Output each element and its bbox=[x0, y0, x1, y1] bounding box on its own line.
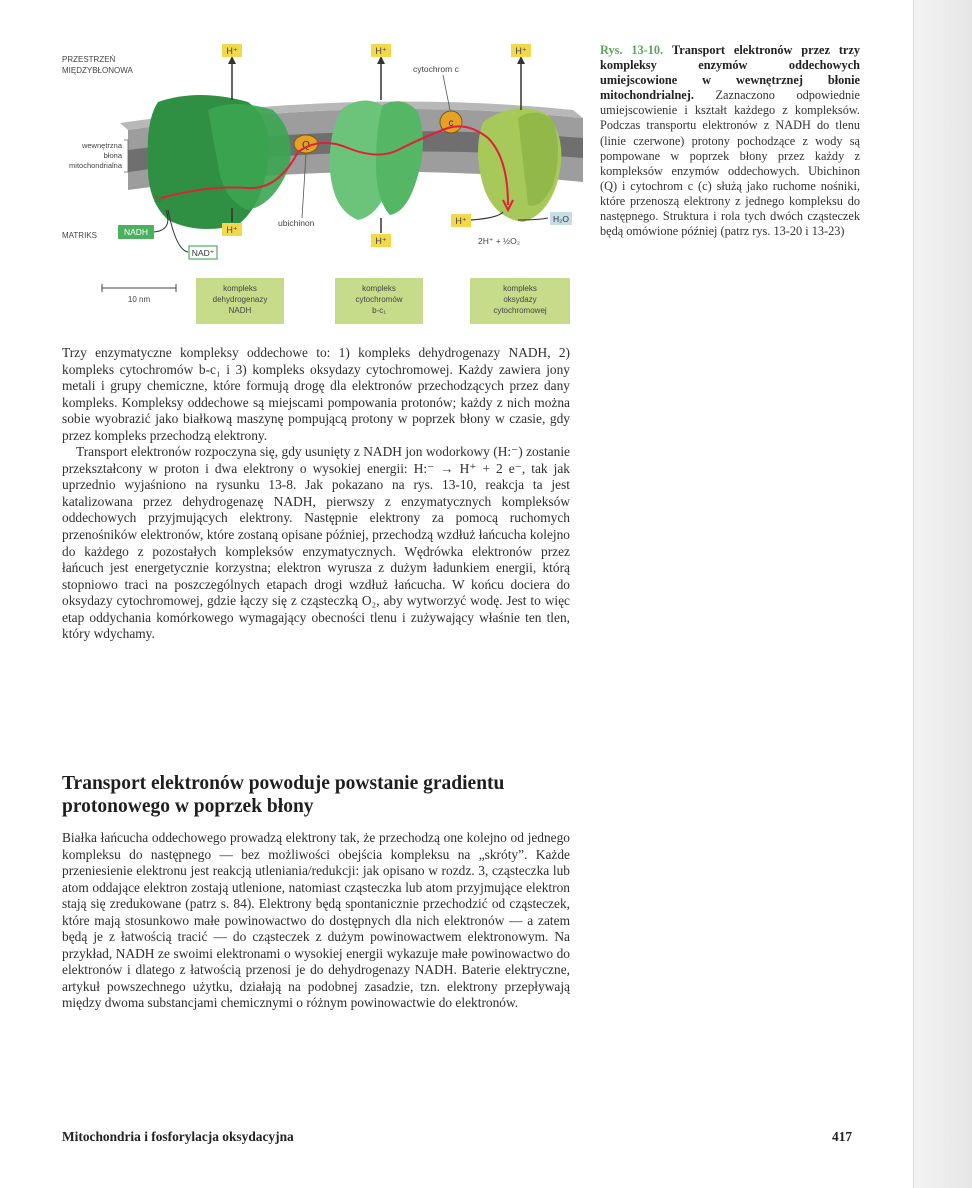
complex-cytochrome-bc1-lobe bbox=[376, 101, 423, 215]
svg-text:H⁺: H⁺ bbox=[515, 46, 527, 56]
matrix-label: MATRIKS bbox=[62, 231, 97, 240]
caption-number: Rys. 13-10. bbox=[600, 43, 664, 57]
caption-title: Transport elektronów przez trzy kompleksy enzymów oddechowych umiejscowione w wewnętrznej błonie mitochondrialnej. bbox=[600, 43, 860, 103]
paragraph-2: Transport elektronów rozpoczyna się, gdy usunięty z NADH jon wodorkowy (H:⁻) zostanie przekształcony w proton i dwa elektrony o wysokiej energii: H:⁻ → H⁺ + 2 e⁻, tak jak uprzednio wyjaśniono na rysunku 13-8. Jak pokazano na rys. 13-10, reakcja ta jest katalizowana przez dehydrogenazę NADH, pierwszy z enzymatycznych kompleksów oddechowych przyjmujących elektrony. Następnie elektrony za pomocą ruchomych przenośników elektronów, które zostaną opisane później, przechodzą wzdłuż łańcucha kolejno do każdego z pozostałych kompleksów enzymatycznych. Wędrówka elektronów przez łańcuch jest energetycznie korzystna; elektron wyrusza z dużym ładunkiem energii, którą stopniowo traci na poszczególnych etapach drogi wzdłuż łańcucha. W końcu dociera do oksydazy cytochromowej, gdzie łączy się z cząsteczką O₂, aby wytworzyć wodę. Jest to więc etap oddychania komórkowego wymagający obecności tlenu i zużywający właśnie ten tlen, który wdychamy. bbox=[62, 444, 570, 642]
svg-text:kompleks: kompleks bbox=[223, 284, 257, 293]
oxygen-reaction-label: 2H⁺ + ½O₂ bbox=[478, 236, 521, 246]
figure-caption bbox=[600, 43, 860, 239]
ubiquinone-label: ubichinon bbox=[278, 218, 315, 228]
svg-text:NADH: NADH bbox=[228, 306, 252, 315]
svg-text:kompleks: kompleks bbox=[362, 284, 396, 293]
svg-text:kompleks: kompleks bbox=[503, 284, 537, 293]
svg-text:oksydazy: oksydazy bbox=[503, 295, 537, 304]
page-edge bbox=[913, 0, 972, 1188]
scale-label: 10 nm bbox=[127, 295, 151, 304]
svg-text:dehydrogenazy: dehydrogenazy bbox=[212, 295, 268, 304]
paragraph-1: Trzy enzymatyczne kompleksy oddechowe to: 1) kompleks dehydrogenazy NADH, 2) kompleks cytochromów b-c₁ i 3) kompleks oksydazy cytochromowej. Każdy zawiera jony metali i grupy chemiczne, które formują drogę dla elektronów przechodzących przez dany kompleks. Kompleksy oddechowe są miejscami pompowania protonów; każdy z nich można sobie wyobrazić jako białkową maszynę pompującą protony w poprzek błony w czasie, gdy przez kompleks przechodzą elektrony. bbox=[62, 345, 570, 443]
section-heading: Transport elektronów powoduje powstanie gradientu protonowego w poprzek błony bbox=[62, 773, 505, 817]
body-section-2 bbox=[62, 830, 570, 1012]
intermembrane-label-line2: MIĘDZYBŁONOWA bbox=[62, 66, 133, 75]
electrons-label: 2e⁻ bbox=[154, 195, 168, 204]
caption-text: Zaznaczono odpowiednie umiejscowienie i kształt każdego z kompleksów. Podczas transportu elektronów z NADH do tlenu (linie czerwone) protony pochodzące z wody są pompowane w poprzek błony przez każdy z kompleksów enzymów oddechowych. Ubichinon (Q) i cytochrom c (c) służą jako ruchome nośniki, które przenoszą elektrony z jednego kompleksu do następnego. Struktura i rola tych dwóch cząsteczek będą omówione później (patrz rys. 13-20 i 13-23) bbox=[600, 88, 860, 239]
svg-text:H⁺: H⁺ bbox=[375, 46, 387, 56]
svg-text:H⁺: H⁺ bbox=[375, 236, 387, 246]
svg-text:b-c₁: b-c₁ bbox=[372, 306, 386, 315]
footer-page-number: 417 bbox=[832, 1129, 853, 1144]
q-symbol: Q bbox=[302, 140, 310, 151]
svg-text:H⁺: H⁺ bbox=[455, 216, 467, 226]
body-section-1 bbox=[62, 345, 570, 643]
paragraph-3: Białka łańcucha oddechowego prowadzą elektrony tak, że przechodzą one kolejno od jednego kompleksu do następnego — bez możliwości obejścia kompleksu na „skróty”. Każde przeniesienie elektronu jest reakcją utleniania/redukcji: jak opisano w rozdz. 3, cząsteczka lub atom oddające elektron zostają utlenione, natomiast cząsteczka lub atom przyjmujące elektron stają się zredukowane (patrz s. 84). Elektrony będą spontanicznie przechodzić od cząsteczek, które mają stosunkowo małe powinowactwo do dostępnych dla nich elektronów — a zatem będą je z łatwością tracić — do cząsteczek z dużym powinowactwem elektronowym. Na przykład, NADH ze swoimi elektronami o wysokiej energii wykazuje małe powinowactwo do elektronów i dlatego z łatwością przenosi je do dehydrogenazy NADH. Baterie elektryczne, artykuł powszechnego użytku, działają na podobnej zasadzie, tzn. elektrony przepływają między dwoma substancjami chemicznymi o różnym powinowactwie do elektronów. bbox=[62, 830, 570, 1011]
svg-text:H⁺: H⁺ bbox=[226, 225, 238, 235]
membrane-label-line3: mitochondrialna bbox=[69, 161, 122, 170]
intermembrane-label-line1: PRZESTRZEŃ bbox=[62, 55, 116, 64]
cytochrome-c-label: cytochrom c bbox=[413, 64, 459, 74]
water-label: H₂O bbox=[552, 214, 570, 224]
figure-electron-transport bbox=[58, 40, 588, 330]
membrane-label-line2: błona bbox=[103, 151, 122, 160]
svg-text:cytochromowej: cytochromowej bbox=[493, 306, 547, 315]
membrane-label-line1: wewnętrzna bbox=[81, 141, 122, 150]
svg-text:cytochromów: cytochromów bbox=[355, 295, 403, 304]
nad-plus-label: NAD⁺ bbox=[191, 248, 215, 258]
c-symbol: c bbox=[448, 118, 454, 129]
figure-diagram bbox=[58, 40, 588, 330]
nadh-label: NADH bbox=[123, 227, 149, 237]
svg-text:H⁺: H⁺ bbox=[226, 46, 238, 56]
footer-chapter-title: Mitochondria i fosforylacja oksydacyjna bbox=[62, 1129, 294, 1144]
